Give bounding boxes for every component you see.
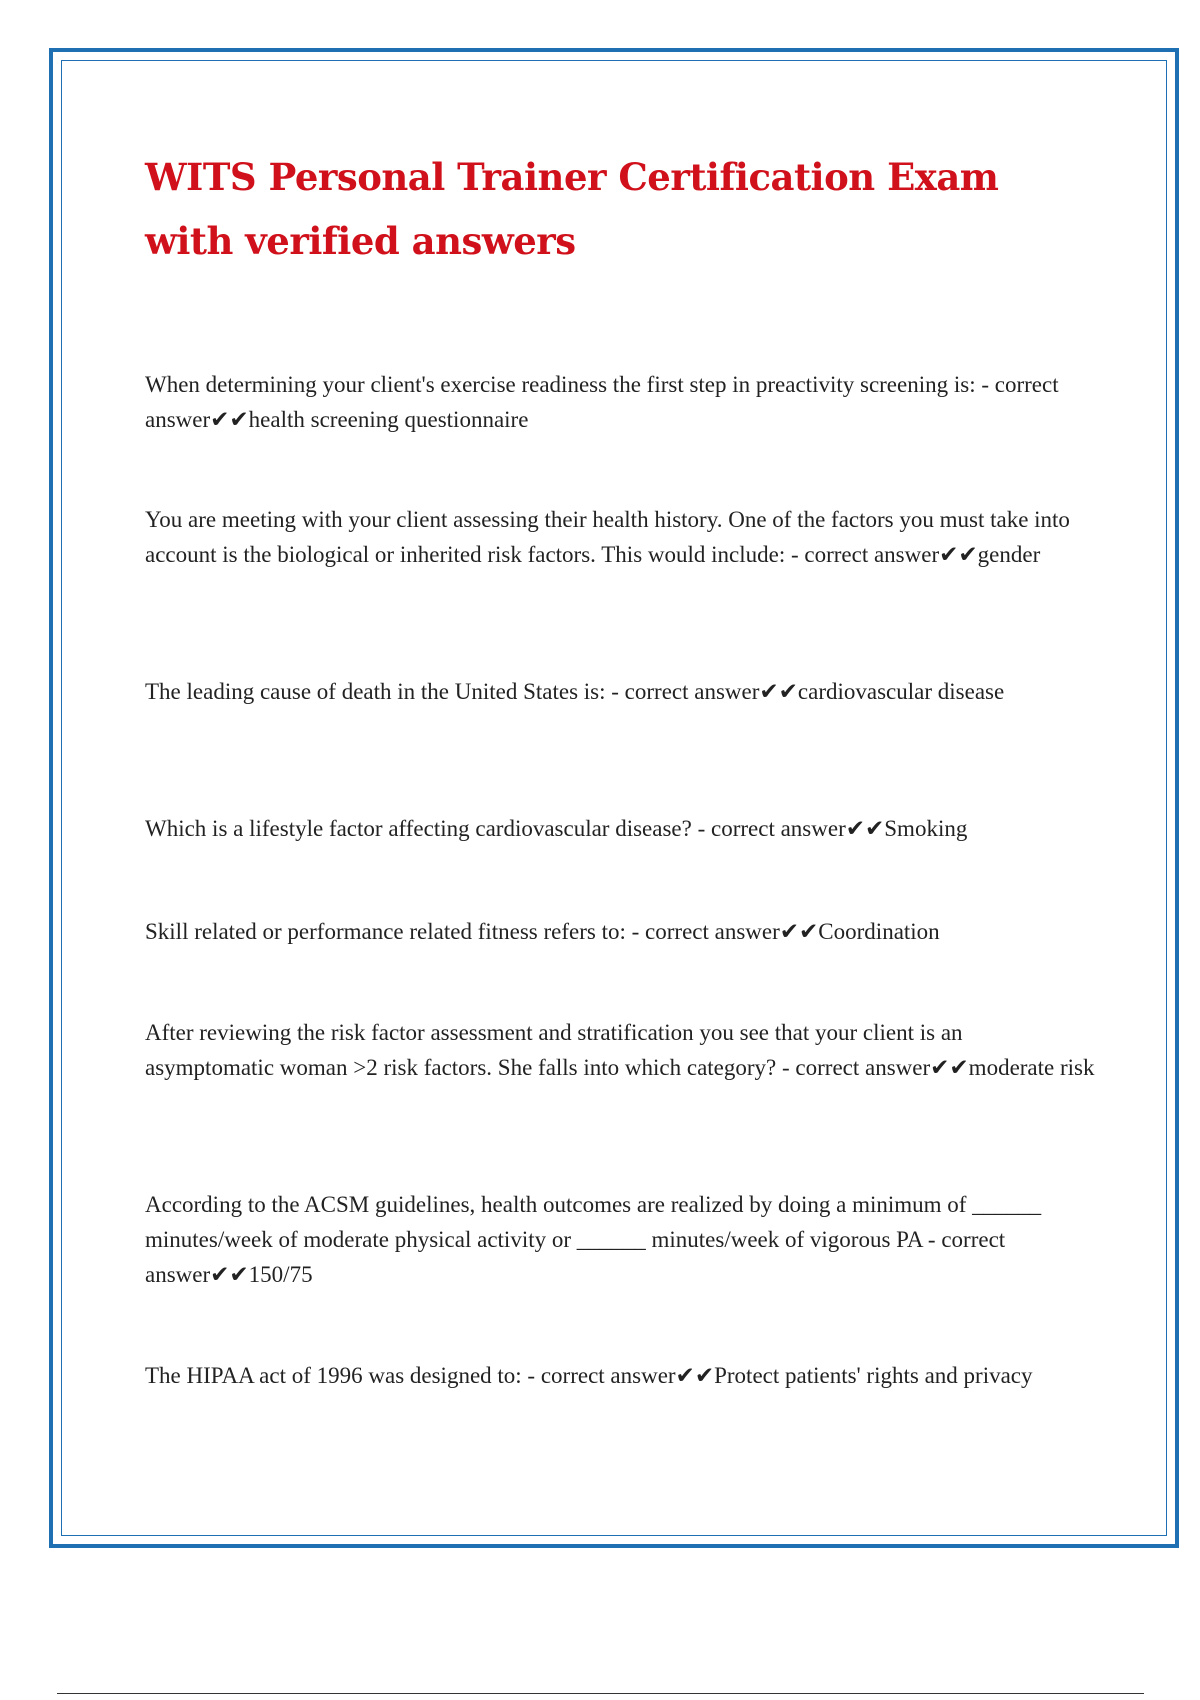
document-title: WITS Personal Trainer Certification Exam with verified answers [145,155,999,263]
qa-item-5: Skill related or performance related fitness refers to: - correct answer✔✔Coordination [145,919,940,944]
qa-item-1: When determining your client's exercise readiness the first step in preactivity screening is: - correct answer✔✔health screening questionnaire [145,372,1059,432]
qa-item-7: According to the ACSM guidelines, health outcomes are realized by doing a minimum of ______ minutes/week of moderate physical activity or ______ minutes/week of vigorous PA - correct answer✔✔150/75 [145,1192,1042,1287]
page-border [49,48,1179,1548]
footer-rule [57,1693,1144,1694]
qa-item-4: Which is a lifestyle factor affecting cardiovascular disease? - correct answer✔✔Smoking [145,816,968,841]
qa-item-6: After reviewing the risk factor assessment and stratification you see that your client is an asymptomatic woman >2 risk factors. She falls into which category? - correct answer✔✔moderate risk [145,1020,1095,1080]
qa-item-3: The leading cause of death in the United States is: - correct answer✔✔cardiovascular disease [145,679,1005,704]
qa-item-8: The HIPAA act of 1996 was designed to: - correct answer✔✔Protect patients' rights and privacy [145,1363,1033,1388]
page-border-inner [61,60,1167,1536]
qa-item-2: You are meeting with your client assessing their health history. One of the factors you must take into account is the biological or inherited risk factors. This would include: - correct answer✔✔gender [145,507,1070,567]
